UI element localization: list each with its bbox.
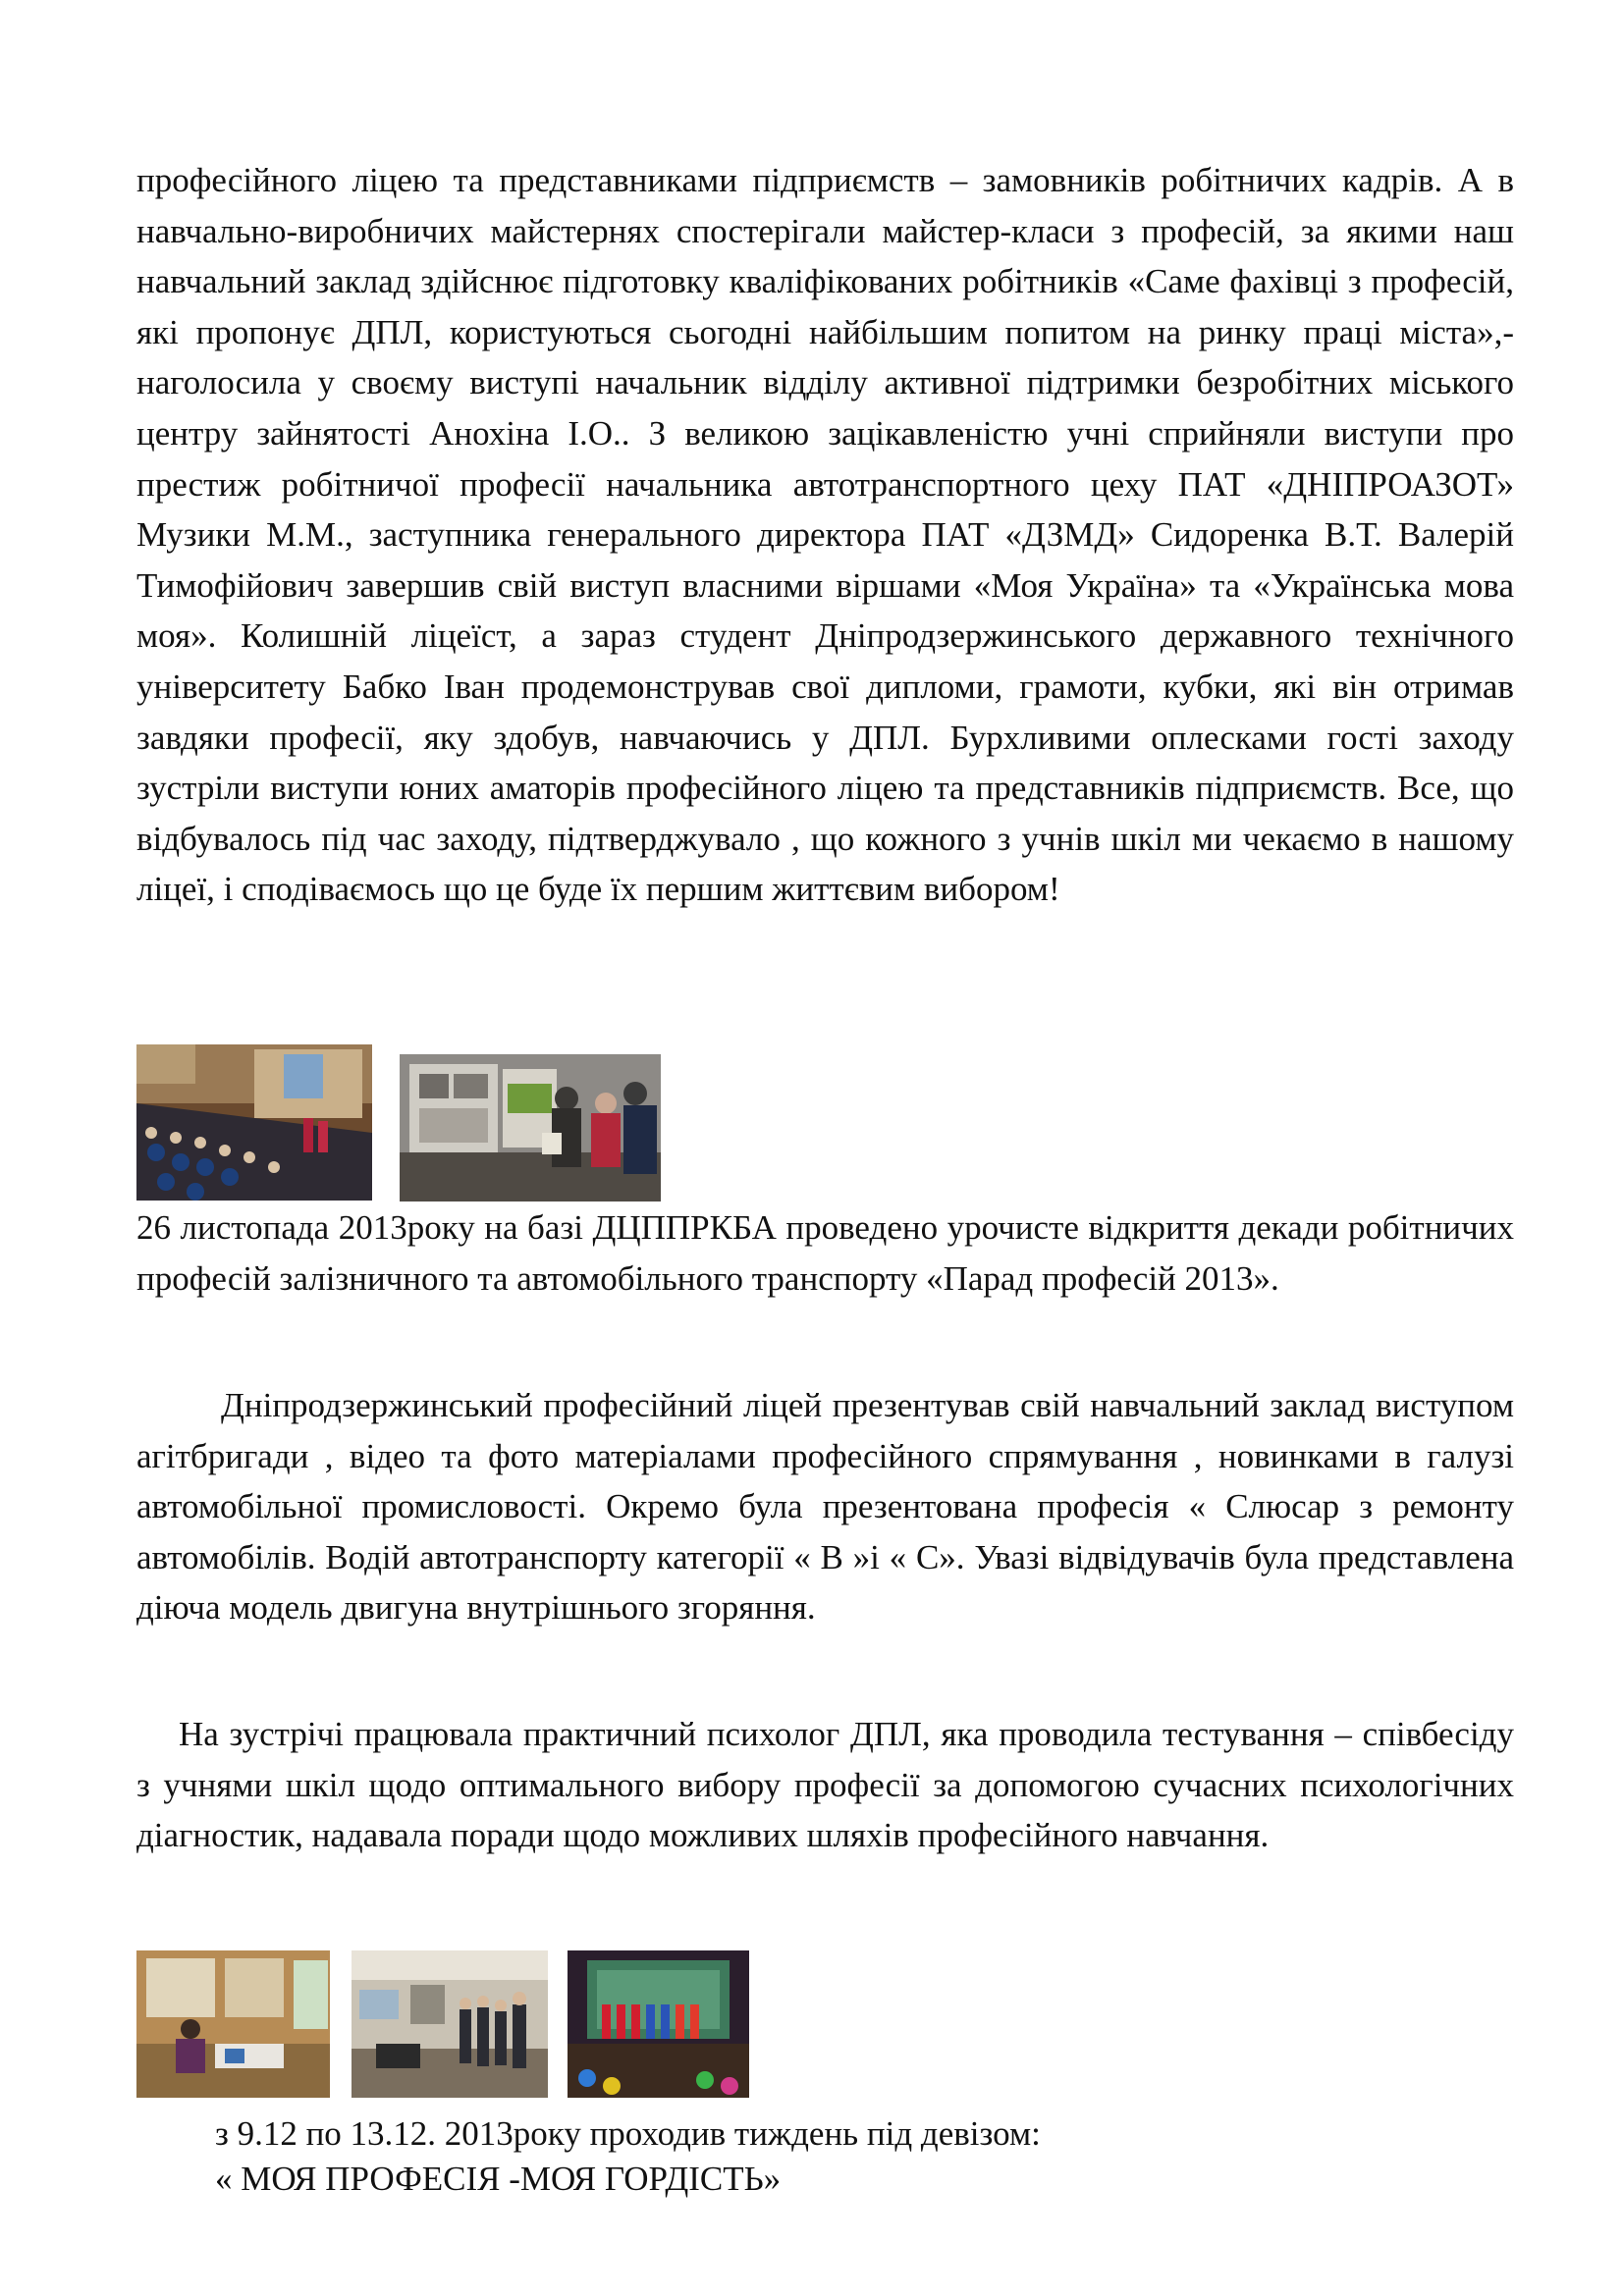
photo-hall-presentation	[352, 1950, 548, 2098]
paragraph-event-speeches: професійного ліцею та представниками підприємств – замовників робітничих кадрів. А в навчально-виробничих майстернях спостерігали майстер-класи з професій, за якими наш навчальний заклад здійснює підготовку кваліфікованих робітників «Саме фахівці з професій, які пропонує ДПЛ, користуються сьогодні найбільшим попитом на ринку праці міста»,- наголосила у своєму виступі начальник відділу активної підтримки безробітних міського центру зайнятості Анохіна І.О.. З великою зацікавленістю учні сприйняли виступи про престиж робітничої професії начальника автотранспортного цеху ПАТ «ДНІПРОАЗОТ» Музики М.М., заступника генерального директора ПАТ «ДЗМД» Сидоренка В.Т. Валерій Тимофійович завершив свій виступ власними віршами «Моя Україна» та «Українська мова моя». Колишній ліцеїст, а зараз студент Дніпродзержинського державного технічного університету Бабко Іван продемонстрував свої дипломи, грамоти, кубки, які він отримав завдяки професії, яку здобув, навчаючись у ДПЛ. Бурхливими оплесками гості заходу зустріли виступи юних аматорів професійного ліцею та представників підприємств. Все, що відбувалось під час заходу, підтверджувало , що кожного з учнів шкіл ми чекаємо в нашому ліцеї, і сподіваємось що це буде їх першим життєвим вибором!	[136, 161, 1514, 909]
paragraph-lyceum-presentation: Дніпродзержинський професійний ліцей презентував свій навчальний заклад виступом агітбригади , відео та фото матеріалами професійного спрямування , новинками в галузі автомобільної промисловості. Окремо була презентована професія « Слюсар з ремонту автомобілів. Водій автотранспорту категорії « В »і « С». Увазі відвідувачів була представлена діюча модель двигуна внутрішнього згоряння.	[136, 1386, 1514, 1628]
paragraph-psychologist: На зустрічі працювала практичний психолог ДПЛ, яка проводила тестування – співбесіду з учнями шкіл щодо оптимального вибору професії за допомогою сучасних психологічних діагностик, надавала поради щодо можливих шляхів професійного навчання.	[136, 1715, 1514, 1855]
closing-announcement	[215, 2111, 1041, 2202]
photo-auditorium-audience	[136, 1044, 372, 1201]
closing-line-dates: з 9.12 по 13.12. 2013року проходив тиждень під девізом:	[215, 2114, 1041, 2153]
photo-exhibition-visitors	[400, 1054, 661, 1201]
paragraph-parade-of-professions: 26 листопада 2013року на базі ДЦППРКБА проведено урочисте відкриття декади робітничих професій залізничного та автомобільного транспорту «Парад професій 2013».	[136, 1208, 1514, 1298]
photo-stage-performance	[568, 1950, 749, 2098]
closing-line-motto: « МОЯ ПРОФЕСІЯ -МОЯ ГОРДІСТЬ»	[215, 2160, 782, 2198]
photo-exhibition-stand	[136, 1950, 330, 2098]
